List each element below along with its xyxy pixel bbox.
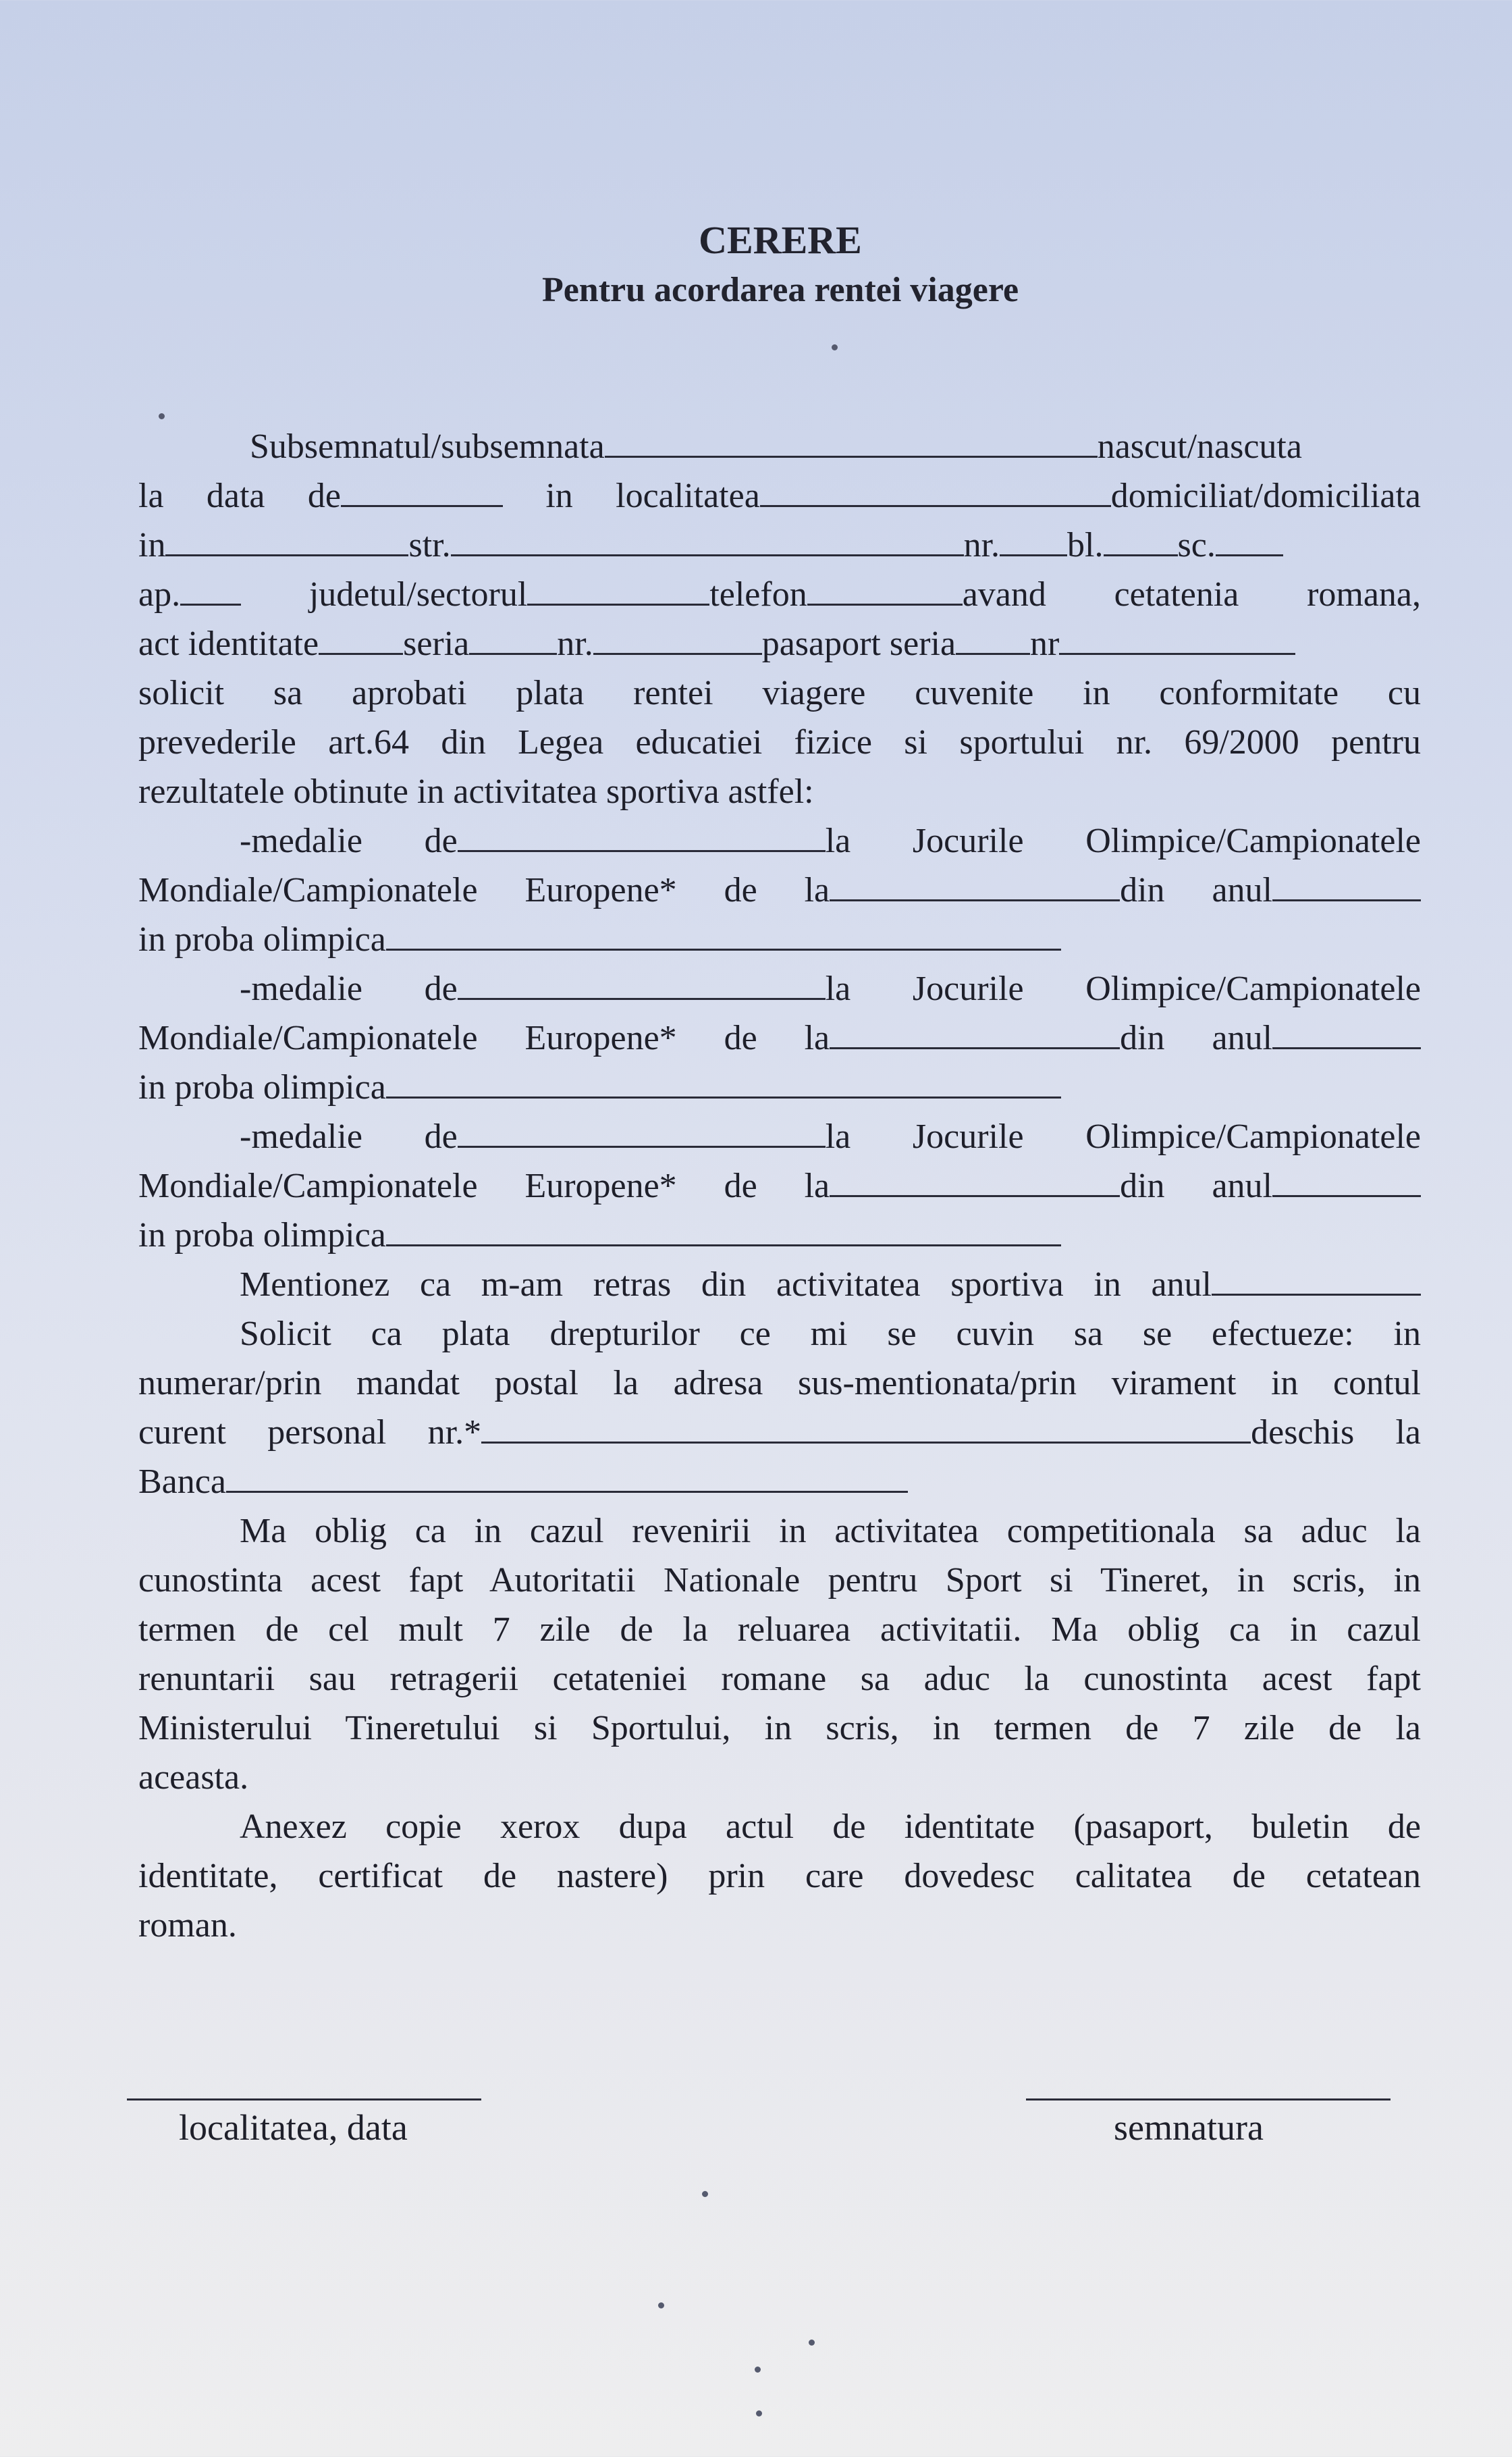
form-line-5 xyxy=(138,619,1421,668)
label-str: str. xyxy=(408,526,451,564)
medal-1-line-1 xyxy=(138,816,1421,866)
form-line-4 xyxy=(138,570,1421,619)
label-domiciliat: domiciliat/domiciliata xyxy=(1110,477,1421,515)
oblig-line-3: termen de cel mult 7 zile de la reluarea activitatii. Ma oblig ca in cazul xyxy=(138,1610,1421,1649)
medal-1-location-field[interactable] xyxy=(830,870,1120,901)
label-in: in xyxy=(138,526,166,564)
label-medal-1-competition: Mondiale/Campionatele Europene* de la xyxy=(138,871,830,909)
medal-1-line-2 xyxy=(138,866,1421,915)
form-body xyxy=(138,422,1421,1950)
label-sc: sc. xyxy=(1177,526,1216,564)
medal-2-location-field[interactable] xyxy=(830,1018,1120,1049)
medal-2-line-3 xyxy=(138,1063,1421,1112)
label-subsemnatul: Subsemnatul/subsemnata xyxy=(250,427,605,466)
id-type-field[interactable] xyxy=(319,623,403,655)
medal-3-event-field[interactable] xyxy=(386,1215,1061,1246)
label-seria: seria xyxy=(403,625,470,663)
medal-3-type-field[interactable] xyxy=(458,1116,826,1148)
oblig-line-5: Ministerului Tineretului si Sportului, in scris, in termen de 7 zile de la xyxy=(138,1709,1421,1747)
phone-field[interactable] xyxy=(807,574,963,606)
name-field[interactable] xyxy=(605,426,1098,458)
label-medal-1-suffix: la Jocurile Olimpice/Campionatele xyxy=(825,822,1421,860)
form-line-2 xyxy=(138,471,1421,521)
stair-field[interactable] xyxy=(1216,525,1283,556)
medal-1-type-field[interactable] xyxy=(458,820,826,852)
label-medal-3-year: din anul xyxy=(1120,1167,1272,1205)
label-judet: judetul/sectorul xyxy=(308,575,528,614)
label-localitatea: in localitatea xyxy=(545,477,760,515)
street-field[interactable] xyxy=(451,525,964,556)
label-nascut: nascut/nascuta xyxy=(1097,427,1302,466)
form-line-7: prevederile art.64 din Legea educatiei fizice si sportului nr. 69/2000 pentru xyxy=(138,723,1421,762)
oblig-line-4: renuntarii sau retragerii cetateniei romane sa aduc la cunostinta acest fapt xyxy=(138,1660,1421,1698)
label-medal-3: -medalie de xyxy=(240,1117,458,1156)
passport-series-field[interactable] xyxy=(956,623,1030,655)
label-deschis: deschis la xyxy=(1251,1413,1422,1452)
medal-3-line-1 xyxy=(138,1112,1421,1161)
anex-line-1: Anexez copie xerox dupa actul de identitate (pasaport, buletin de xyxy=(240,1807,1421,1846)
label-ap: ap. xyxy=(138,575,181,614)
label-medal-2-suffix: la Jocurile Olimpice/Campionatele xyxy=(825,970,1421,1008)
county-field[interactable] xyxy=(527,574,709,606)
scan-speck xyxy=(755,2367,761,2373)
bank-field[interactable] xyxy=(226,1461,908,1493)
label-nr: nr. xyxy=(963,526,1000,564)
label-id-nr: nr. xyxy=(557,625,593,663)
medal-3-location-field[interactable] xyxy=(830,1165,1120,1197)
payment-line-3 xyxy=(138,1408,1421,1457)
birth-place-field[interactable] xyxy=(760,475,1111,507)
label-cetatenie: avand cetatenia romana, xyxy=(962,575,1422,614)
label-pasaport: pasaport seria xyxy=(761,625,956,663)
medal-2-line-1 xyxy=(138,964,1421,1013)
label-bl: bl. xyxy=(1067,526,1104,564)
medal-2-year-field[interactable] xyxy=(1272,1018,1421,1049)
id-series-field[interactable] xyxy=(469,623,557,655)
medal-1-year-field[interactable] xyxy=(1272,870,1421,901)
retired-line xyxy=(138,1260,1421,1309)
medal-2-type-field[interactable] xyxy=(458,968,826,1000)
medal-2-event-field[interactable] xyxy=(386,1067,1061,1099)
medal-2-line-2 xyxy=(138,1013,1421,1063)
birth-date-field[interactable] xyxy=(341,475,503,507)
medal-1-line-3 xyxy=(138,915,1421,964)
label-medal-1-year: din anul xyxy=(1120,871,1272,909)
date-place-label: localitatea, data xyxy=(179,2107,408,2148)
form-line-8: rezultatele obtinute in activitatea sportiva astfel: xyxy=(138,772,814,811)
label-medal-2-year: din anul xyxy=(1120,1019,1272,1057)
anex-line-2: identitate, certificat de nastere) prin care dovedesc calitatea de cetatean xyxy=(138,1857,1421,1895)
scan-speck xyxy=(756,2410,762,2416)
medal-1-event-field[interactable] xyxy=(386,919,1061,951)
scan-speck xyxy=(159,413,165,419)
payment-line-4 xyxy=(138,1457,1421,1506)
label-medal-3-suffix: la Jocurile Olimpice/Campionatele xyxy=(825,1117,1421,1156)
label-passport-nr: nr xyxy=(1030,625,1060,663)
oblig-line-2: cunostinta acest fapt Autoritatii Nationale pentru Sport si Tineret, in scris, in xyxy=(138,1561,1421,1600)
oblig-line-1: Ma oblig ca in cazul revenirii in activitatea competitionala sa aduc la xyxy=(240,1512,1421,1550)
form-line-3 xyxy=(138,521,1421,570)
label-medal-3-competition: Mondiale/Campionatele Europene* de la xyxy=(138,1167,830,1205)
block-field[interactable] xyxy=(1104,525,1178,556)
scan-speck xyxy=(702,2191,708,2197)
signature-label: semnatura xyxy=(1114,2107,1264,2148)
retired-year-field[interactable] xyxy=(1212,1264,1421,1296)
label-act: act identitate xyxy=(138,625,319,663)
label-medal-1: -medalie de xyxy=(240,822,458,860)
medal-3-line-3 xyxy=(138,1211,1421,1260)
label-medal-3-proba: in proba olimpica xyxy=(138,1216,386,1254)
city-field[interactable] xyxy=(165,525,408,556)
form-line-1 xyxy=(138,422,1421,471)
apartment-field[interactable] xyxy=(180,574,241,606)
signature-line[interactable] xyxy=(1026,2098,1390,2101)
label-banca: Banca xyxy=(138,1462,226,1501)
document-subtitle: Pentru acordarea rentei viagere xyxy=(541,271,1019,309)
label-medal-1-proba: in proba olimpica xyxy=(138,920,386,959)
scan-speck xyxy=(809,2340,815,2346)
medal-3-line-2 xyxy=(138,1161,1421,1211)
anex-line-3: roman. xyxy=(138,1906,237,1945)
oblig-line-6: aceasta. xyxy=(138,1758,249,1797)
medal-3-year-field[interactable] xyxy=(1272,1165,1421,1197)
scan-speck xyxy=(658,2302,664,2308)
payment-line-2: numerar/prin mandat postal la adresa sus-mentionata/prin virament in contul xyxy=(138,1364,1421,1402)
label-medal-2: -medalie de xyxy=(240,970,458,1008)
label-medal-2-competition: Mondiale/Campionatele Europene* de la xyxy=(138,1019,830,1057)
label-account: curent personal nr.* xyxy=(138,1413,482,1452)
passport-number-field[interactable] xyxy=(1059,623,1295,655)
account-number-field[interactable] xyxy=(481,1412,1251,1444)
street-nr-field[interactable] xyxy=(1000,525,1067,556)
id-number-field[interactable] xyxy=(593,623,762,655)
label-medal-2-proba: in proba olimpica xyxy=(138,1068,386,1107)
label-data: la data de xyxy=(138,477,341,515)
form-line-6: solicit sa aprobati plata rentei viagere cuvenite in conformitate cu xyxy=(138,674,1421,712)
label-retired: Mentionez ca m-am retras din activitatea sportiva in anul xyxy=(240,1265,1212,1304)
date-signature-line[interactable] xyxy=(127,2098,481,2101)
document-title: CERERE xyxy=(699,218,862,262)
label-telefon: telefon xyxy=(709,575,807,614)
payment-line-1: Solicit ca plata drepturilor ce mi se cuvin sa se efectueze: in xyxy=(240,1315,1421,1353)
scan-speck xyxy=(832,344,838,350)
